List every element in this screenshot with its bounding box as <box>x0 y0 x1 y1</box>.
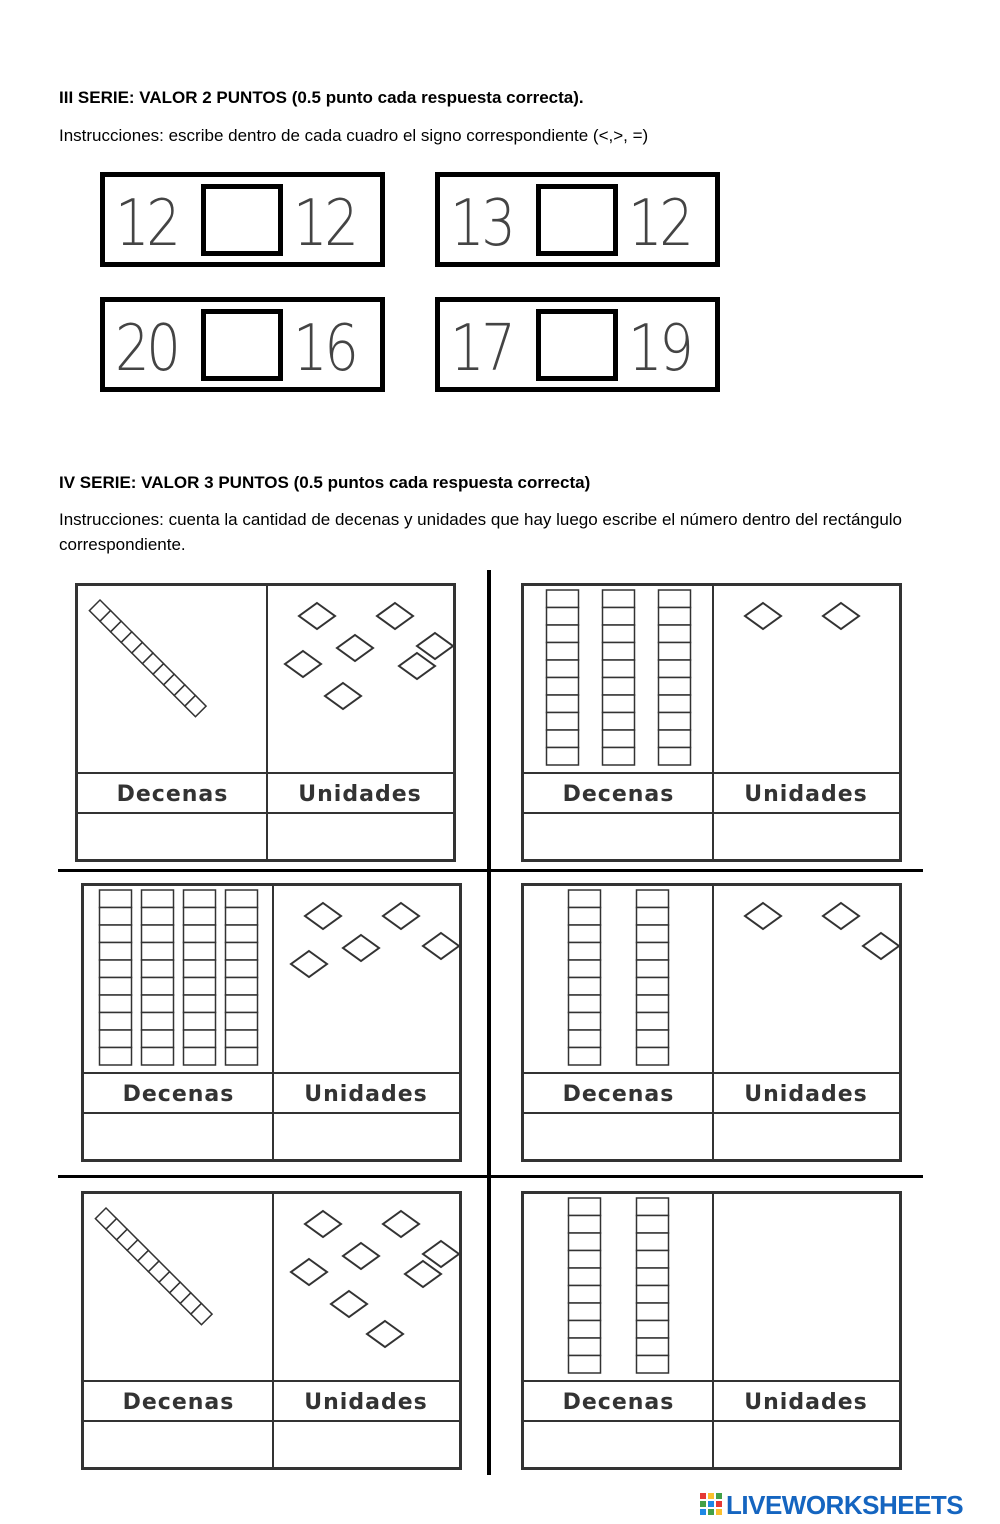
unit-cube <box>343 1243 379 1269</box>
ten-rod <box>569 1198 601 1373</box>
rod-cube <box>659 590 691 608</box>
grid-horizontal-divider <box>58 869 923 872</box>
rod-cube <box>184 925 216 943</box>
rod-cube <box>226 1048 258 1066</box>
rod-cube <box>142 960 174 978</box>
decenas-answer-box[interactable] <box>78 816 267 859</box>
rod-cube <box>142 943 174 961</box>
comparison-right-number: 19 <box>628 312 691 386</box>
rod-cube <box>142 908 174 926</box>
unit-cube <box>823 603 859 629</box>
unit-cube <box>305 903 341 929</box>
unit-cube <box>377 603 413 629</box>
rod-cube <box>569 1048 601 1066</box>
unidades-answer-box[interactable] <box>713 1424 899 1467</box>
rod-cube <box>659 660 691 678</box>
decenas-answer-box[interactable] <box>84 1424 273 1467</box>
base-ten-card-6 <box>521 1191 902 1470</box>
rod-cube <box>547 695 579 713</box>
comparison-4 <box>435 297 720 392</box>
base-ten-card-2 <box>521 583 902 862</box>
rod-cube <box>226 925 258 943</box>
unidades-answer-box[interactable] <box>713 1116 899 1159</box>
rod-cube <box>569 960 601 978</box>
rod-cube <box>569 1030 601 1048</box>
rod-cube <box>184 890 216 908</box>
rod-cube <box>637 1198 669 1216</box>
liveworksheets-logo <box>700 1490 963 1520</box>
unidades-label: Unidades <box>744 1390 868 1415</box>
ten-rod <box>659 590 691 765</box>
rod-cube <box>637 995 669 1013</box>
ten-rod <box>184 890 216 1065</box>
rod-cube <box>569 1268 601 1286</box>
section4-heading: IV SERIE: VALOR 3 PUNTOS (0.5 puntos cada respuesta correcta) <box>59 473 591 492</box>
rod-cube <box>569 1216 601 1234</box>
rod-cube <box>184 1030 216 1048</box>
ten-rod <box>142 890 174 1065</box>
ten-rod <box>226 890 258 1065</box>
ten-rod <box>569 890 601 1065</box>
rod-cube <box>547 660 579 678</box>
unit-cube <box>399 653 435 679</box>
grid-vertical-divider <box>487 570 491 1475</box>
decenas-answer-box[interactable] <box>84 1116 273 1159</box>
rod-cube <box>226 1030 258 1048</box>
unit-cube <box>291 1259 327 1285</box>
rod-cube <box>603 730 635 748</box>
unit-cube <box>383 903 419 929</box>
ten-rod <box>603 590 635 765</box>
unidades-answer-box[interactable] <box>713 816 899 859</box>
rod-cube <box>100 995 132 1013</box>
liveworksheets-logo-icon <box>700 1493 722 1517</box>
unidades-label: Unidades <box>744 1082 868 1107</box>
rod-cube <box>569 908 601 926</box>
rod-cube <box>184 978 216 996</box>
rod-cube <box>569 1338 601 1356</box>
rod-cube <box>569 890 601 908</box>
rod-cube <box>603 660 635 678</box>
rod-cube <box>100 908 132 926</box>
decenas-label: Decenas <box>562 782 675 807</box>
rod-cube <box>226 995 258 1013</box>
ten-rod <box>547 590 579 765</box>
base-ten-card-5 <box>81 1191 462 1470</box>
comparison-3 <box>100 297 385 392</box>
sign-answer-box[interactable] <box>536 184 618 256</box>
decenas-answer-box[interactable] <box>524 816 713 859</box>
rod-cube <box>226 978 258 996</box>
decenas-label: Decenas <box>122 1082 235 1107</box>
rod-cube <box>603 625 635 643</box>
section3-instructions: Instrucciones: escribe dentro de cada cuadro el signo correspondiente (<,>, =) <box>59 126 649 145</box>
unit-cube <box>383 1211 419 1237</box>
decenas-label: Decenas <box>122 1390 235 1415</box>
rod-cube <box>569 995 601 1013</box>
rod-cube <box>637 1030 669 1048</box>
rod-cube <box>547 730 579 748</box>
decenas-label: Decenas <box>562 1082 675 1107</box>
rod-cube <box>637 890 669 908</box>
decenas-answer-box[interactable] <box>524 1424 713 1467</box>
decenas-label: Decenas <box>116 782 229 807</box>
unit-cube <box>405 1261 441 1287</box>
decenas-answer-box[interactable] <box>524 1116 713 1159</box>
unit-cube <box>745 903 781 929</box>
rod-cube <box>637 943 669 961</box>
rod-cube <box>100 890 132 908</box>
unit-cube <box>291 951 327 977</box>
unit-cube <box>325 683 361 709</box>
rod-cube <box>142 890 174 908</box>
base-ten-card-3 <box>81 883 462 1162</box>
rod-cube <box>637 1251 669 1269</box>
rod-cube <box>603 678 635 696</box>
unit-cube <box>417 633 453 659</box>
unit-cube <box>823 903 859 929</box>
rod-cube <box>659 608 691 626</box>
unit-cube <box>367 1321 403 1347</box>
rod-cube <box>637 978 669 996</box>
grid-horizontal-divider <box>58 1175 923 1178</box>
rod-cube <box>569 978 601 996</box>
rod-cube <box>547 748 579 766</box>
rod-cube <box>100 943 132 961</box>
rod-cube <box>659 730 691 748</box>
ten-rod <box>100 890 132 1065</box>
rod-cube <box>569 925 601 943</box>
unidades-label: Unidades <box>304 1390 428 1415</box>
base-ten-card-1 <box>75 583 456 862</box>
unidades-label: Unidades <box>744 782 868 807</box>
section3-heading: III SERIE: VALOR 2 PUNTOS (0.5 punto cada respuesta correcta). <box>59 88 584 107</box>
rod-cube <box>603 643 635 661</box>
base-ten-card-4 <box>521 883 902 1162</box>
rod-cube <box>184 995 216 1013</box>
rod-cube <box>603 713 635 731</box>
rod-cube <box>569 1286 601 1304</box>
rod-cube <box>100 1013 132 1031</box>
rod-cube <box>637 1338 669 1356</box>
rod-cube <box>226 890 258 908</box>
rod-cube <box>659 643 691 661</box>
unidades-label: Unidades <box>304 1082 428 1107</box>
rod-cube <box>637 1233 669 1251</box>
sign-answer-box[interactable] <box>201 309 283 381</box>
rod-cube <box>142 925 174 943</box>
unit-cube <box>343 935 379 961</box>
unit-cube <box>331 1291 367 1317</box>
comparison-2 <box>435 172 720 267</box>
rod-cube <box>603 590 635 608</box>
ten-rod <box>637 1198 669 1373</box>
sign-answer-box[interactable] <box>536 309 618 381</box>
decenas-label: Decenas <box>562 1390 675 1415</box>
rod-cube <box>547 608 579 626</box>
rod-cube <box>659 713 691 731</box>
rod-cube <box>659 695 691 713</box>
rod-cube <box>659 625 691 643</box>
unit-cube <box>423 933 459 959</box>
rod-cube <box>100 1048 132 1066</box>
rod-cube <box>184 960 216 978</box>
rod-cube <box>569 943 601 961</box>
rod-cube <box>100 978 132 996</box>
comparison-right-number: 12 <box>628 187 691 261</box>
rod-cube <box>637 960 669 978</box>
rod-cube <box>547 590 579 608</box>
rod-cube <box>637 1216 669 1234</box>
unit-cube <box>337 635 373 661</box>
rod-cube <box>637 1286 669 1304</box>
rod-cube <box>547 643 579 661</box>
rod-cube <box>547 713 579 731</box>
rod-cube <box>637 1321 669 1339</box>
rod-cube <box>659 748 691 766</box>
rod-cube <box>547 625 579 643</box>
comparison-1 <box>100 172 385 267</box>
rod-cube <box>226 943 258 961</box>
rod-cube <box>100 925 132 943</box>
unit-cube <box>305 1211 341 1237</box>
rod-cube <box>569 1321 601 1339</box>
rod-cube <box>142 1013 174 1031</box>
ten-rod <box>95 1208 212 1325</box>
ten-rod <box>637 890 669 1065</box>
rod-cube <box>569 1198 601 1216</box>
rod-cube <box>142 995 174 1013</box>
unit-cube <box>299 603 335 629</box>
rod-cube <box>100 1030 132 1048</box>
unit-cube <box>863 933 899 959</box>
rod-cube <box>637 1303 669 1321</box>
rod-cube <box>184 943 216 961</box>
unit-cube <box>423 1241 459 1267</box>
unit-cube <box>285 651 321 677</box>
sign-answer-box[interactable] <box>201 184 283 256</box>
rod-cube <box>637 1013 669 1031</box>
rod-cube <box>184 908 216 926</box>
rod-cube <box>659 678 691 696</box>
unidades-answer-box[interactable] <box>273 1116 459 1159</box>
unidades-answer-box[interactable] <box>273 1424 459 1467</box>
rod-cube <box>100 960 132 978</box>
rod-cube <box>637 1048 669 1066</box>
rod-cube <box>226 960 258 978</box>
liveworksheets-logo-text: LIVEWORKSHEETS <box>726 1489 964 1520</box>
rod-cube <box>547 678 579 696</box>
rod-cube <box>142 978 174 996</box>
comparison-left-number: 12 <box>115 187 178 261</box>
unit-cube <box>745 603 781 629</box>
rod-cube <box>569 1303 601 1321</box>
rod-cube <box>637 908 669 926</box>
rod-cube <box>226 908 258 926</box>
comparison-left-number: 17 <box>450 312 513 386</box>
rod-cube <box>184 1013 216 1031</box>
rod-cube <box>142 1030 174 1048</box>
rod-cube <box>637 1268 669 1286</box>
comparison-left-number: 13 <box>450 187 513 261</box>
rod-cube <box>569 1251 601 1269</box>
comparison-left-number: 20 <box>115 312 178 386</box>
rod-cube <box>569 1356 601 1374</box>
rod-cube <box>603 748 635 766</box>
rod-cube <box>142 1048 174 1066</box>
rod-cube <box>603 695 635 713</box>
rod-cube <box>184 1048 216 1066</box>
ten-rod <box>89 600 206 717</box>
rod-cube <box>637 1356 669 1374</box>
section4-instructions: Instrucciones: cuenta la cantidad de decenas y unidades que hay luego escribe el número dentro del rectángulo correspondiente. <box>59 510 903 554</box>
rod-cube <box>226 1013 258 1031</box>
rod-cube <box>569 1233 601 1251</box>
comparison-right-number: 12 <box>293 187 356 261</box>
rod-cube <box>569 1013 601 1031</box>
rod-cube <box>637 925 669 943</box>
comparison-right-number: 16 <box>293 312 356 386</box>
unidades-answer-box[interactable] <box>267 816 453 859</box>
rod-cube <box>603 608 635 626</box>
unidades-label: Unidades <box>298 782 422 807</box>
